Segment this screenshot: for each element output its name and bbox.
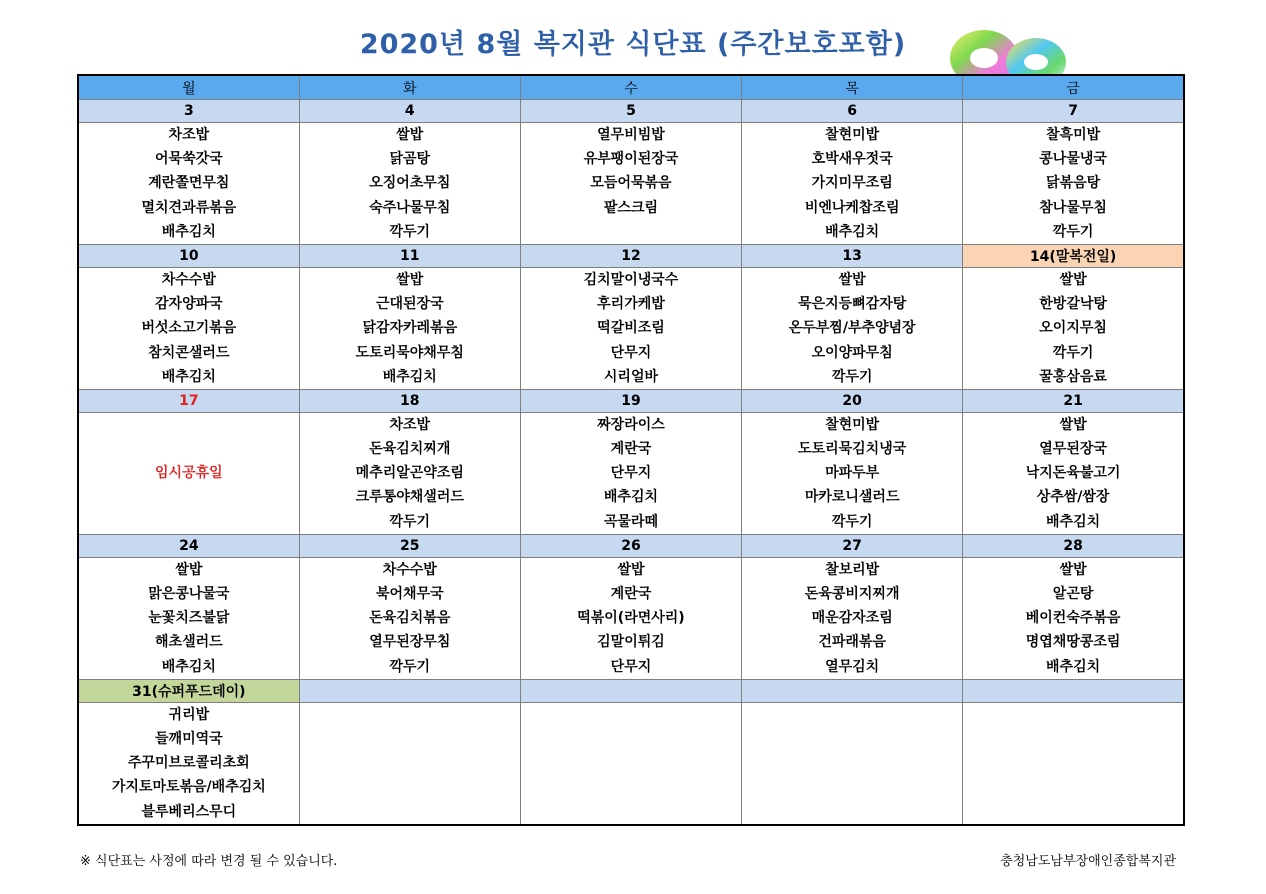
dish-item: 어묵쑥갓국 (155, 151, 223, 168)
dish-item: 깍두기 (389, 658, 431, 675)
menu-cell (78, 702, 299, 824)
dish-item: 닭감자카레볶음 (362, 320, 458, 337)
date-cell: 27 (742, 534, 963, 557)
date-cell: 24 (78, 534, 299, 557)
dish-item: 찰현미밥 (825, 127, 880, 143)
dish-item: 깍두기 (1052, 344, 1094, 361)
menu-cell (299, 702, 520, 824)
dish-item: 배추김치 (603, 489, 659, 506)
dish-item: 오이양파무침 (811, 344, 893, 361)
date-cell: 14(말복전일) (963, 244, 1184, 267)
dish-item: 찰흑미밥 (1046, 127, 1101, 143)
date-cell: 12 (520, 244, 741, 267)
dish-item: 오징어초무침 (369, 175, 451, 192)
dish-item: 모듬어묵볶음 (590, 175, 672, 192)
dish-item: 차수수밥 (382, 561, 437, 578)
date-cell: 18 (299, 389, 520, 412)
dish-item: 마파두부 (825, 465, 880, 482)
date-row (78, 100, 1184, 123)
dish-item: 멸치견과류볶음 (141, 199, 237, 216)
dish-item: 열무된장국 (1039, 441, 1107, 458)
dish-item: 찰현미밥 (825, 416, 880, 433)
dish-item: 비엔나케찹조림 (804, 199, 900, 216)
menu-cell (520, 702, 741, 824)
menu-cell (78, 267, 299, 389)
menu-cell (78, 557, 299, 679)
dish-item: 낙지돈육불고기 (1025, 465, 1121, 482)
dish-item: 팥스크림 (603, 199, 659, 216)
dish-item: 계란쫄면무침 (148, 175, 230, 192)
dish-item: 쌀밥 (617, 561, 645, 578)
date-cell: 10 (78, 244, 299, 267)
dish-item: 깍두기 (831, 513, 873, 530)
dish-item: 깍두기 (831, 368, 873, 385)
weekday-thu: 목 (742, 75, 963, 100)
dish-item: 쌀밥 (1059, 416, 1087, 433)
dish-item: 마카로니샐러드 (804, 489, 900, 506)
dish-item: 알곤탕 (1052, 586, 1094, 602)
dish-item: 배추김치 (161, 368, 216, 385)
dish-item: 묵은지등뼈감자탕 (798, 296, 907, 313)
dish-item: 명엽채땅콩조림 (1025, 634, 1121, 651)
menu-cell (963, 123, 1184, 245)
dish-item: 계란국 (610, 441, 652, 458)
dish-item: 블루베리스무디 (141, 803, 237, 820)
dish-item: 크루통야채샐러드 (355, 489, 464, 506)
dish-item: 배추김치 (161, 223, 216, 240)
dish-item: 깍두기 (389, 513, 431, 530)
dish-item: 열무김치 (825, 658, 880, 675)
date-cell: 17 (78, 389, 299, 412)
footer-organization: 충청남도남부장애인종합복지관 (1000, 854, 1176, 869)
dish-item: 가지미무조림 (811, 175, 893, 192)
date-cell (299, 679, 520, 702)
menu-cell (78, 123, 299, 245)
weekday-fri: 금 (963, 75, 1184, 100)
dish-item: 배추김치 (1046, 658, 1101, 675)
dish-item: 단무지 (610, 465, 652, 482)
dish-item: 맑은콩나물국 (148, 586, 230, 602)
dish-item: 김치말이냉국수 (583, 271, 679, 288)
menu-cell (520, 267, 741, 389)
dish-item: 돈육김치볶음 (369, 610, 451, 627)
dish-item: 베이컨숙주볶음 (1025, 610, 1121, 627)
menu-cell (963, 412, 1184, 534)
dish-item: 차수수밥 (161, 271, 216, 288)
dish-item: 꿀홍삼음료 (1039, 368, 1107, 385)
menu-cell (742, 267, 963, 389)
dish-item: 단무지 (610, 658, 652, 675)
date-cell (963, 679, 1184, 702)
page-title: 2020년 8월 복지관 식단표 (주간보호포함) (359, 29, 907, 60)
closed-day-label: 임시공휴일 (155, 465, 223, 482)
dish-item: 감자양파국 (155, 296, 223, 313)
date-cell: 26 (520, 534, 741, 557)
dish-item: 쌀밥 (1059, 561, 1087, 578)
dish-item: 배추김치 (382, 368, 437, 385)
weekday-tue: 화 (299, 75, 520, 100)
meal-calendar (77, 74, 1185, 826)
dish-item: 도토리묵김치냉국 (798, 441, 907, 458)
dish-item: 깍두기 (1052, 223, 1094, 240)
dish-item: 쌀밥 (396, 127, 424, 143)
date-cell: 28 (963, 534, 1184, 557)
dish-item: 오이지무침 (1039, 320, 1107, 337)
date-cell: 11 (299, 244, 520, 267)
dish-item: 배추김치 (1046, 513, 1101, 530)
menu-cell (299, 123, 520, 245)
menu-cell (742, 702, 963, 824)
dish-item: 콩나물냉국 (1039, 151, 1107, 168)
menu-row (78, 702, 1184, 824)
dish-item: 온두부찜/부추양념장 (788, 320, 916, 337)
menu-cell (963, 557, 1184, 679)
dish-item: 호박새우젓국 (811, 151, 893, 168)
dish-item: 숙주나물무침 (369, 199, 451, 216)
date-cell: 19 (520, 389, 741, 412)
menu-row (78, 267, 1184, 389)
date-row (78, 534, 1184, 557)
date-cell: 25 (299, 534, 520, 557)
dish-item: 짜장라이스 (597, 416, 665, 433)
menu-cell (742, 412, 963, 534)
dish-item: 상추쌈/쌈장 (1036, 489, 1110, 506)
dish-item: 쌀밥 (396, 271, 424, 288)
dish-item: 매운감자조림 (811, 610, 893, 627)
dish-item: 메추리알곤약조림 (355, 465, 464, 482)
dish-item: 닭곰탕 (389, 151, 431, 168)
dish-item: 주꾸미브로콜리초회 (127, 755, 250, 772)
dish-item: 귀리밥 (168, 706, 210, 723)
date-cell: 20 (742, 389, 963, 412)
weekday-header-row (78, 75, 1184, 100)
dish-item: 떡갈비조림 (597, 320, 665, 337)
menu-row (78, 557, 1184, 679)
dish-item: 참치콘샐러드 (148, 344, 230, 361)
dish-item: 버섯소고기볶음 (141, 320, 237, 337)
date-cell (742, 679, 963, 702)
dish-item: 차조밥 (389, 416, 431, 433)
date-cell: 5 (520, 100, 741, 123)
dish-item: 닭볶음탕 (1046, 175, 1101, 192)
menu-cell (78, 412, 299, 534)
dish-item: 시리얼바 (603, 368, 659, 385)
menu-cell (299, 267, 520, 389)
dish-item: 눈꽃치즈불닭 (148, 610, 230, 627)
weekday-mon: 월 (78, 75, 299, 100)
dish-item: 유부팽이된장국 (583, 151, 679, 168)
date-cell: 6 (742, 100, 963, 123)
dish-item: 후리가케밥 (597, 296, 665, 313)
dish-item: 배추김치 (161, 658, 216, 675)
dish-item: 해초샐러드 (155, 634, 223, 651)
dish-item: 찰보리밥 (825, 561, 880, 578)
menu-cell (963, 702, 1184, 824)
date-row (78, 389, 1184, 412)
menu-cell (299, 412, 520, 534)
date-cell: 21 (963, 389, 1184, 412)
menu-cell (520, 123, 741, 245)
dish-item: 한방갈낙탕 (1039, 296, 1107, 313)
dish-item: 들깨미역국 (155, 730, 223, 747)
date-row (78, 244, 1184, 267)
menu-row (78, 412, 1184, 534)
dish-item: 쌀밥 (175, 561, 203, 578)
dish-item: 건파래볶음 (818, 634, 886, 651)
menu-cell (520, 412, 741, 534)
dish-item: 열무된장무침 (369, 634, 451, 651)
menu-cell (963, 267, 1184, 389)
menu-row (78, 123, 1184, 245)
dish-item: 단무지 (610, 344, 652, 361)
date-cell: 3 (78, 100, 299, 123)
menu-cell (742, 123, 963, 245)
menu-cell (520, 557, 741, 679)
dish-item: 차조밥 (168, 127, 210, 143)
dish-item: 도토리묵야채무침 (355, 344, 464, 361)
dish-item: 계란국 (610, 586, 652, 602)
footer-note: ※ 식단표는 사정에 따라 변경 될 수 있습니다. (80, 854, 338, 869)
menu-cell (299, 557, 520, 679)
dish-item: 가지토마토볶음/배추김치 (111, 779, 266, 796)
dish-item: 돈육김치찌개 (369, 441, 451, 458)
menu-cell (742, 557, 963, 679)
dish-item: 열무비빔밥 (597, 127, 665, 143)
date-cell: 7 (963, 100, 1184, 123)
dish-item: 곡물라떼 (603, 513, 659, 530)
dish-item: 떡볶이(라면사리) (577, 610, 685, 627)
date-cell: 13 (742, 244, 963, 267)
dish-item: 배추김치 (825, 223, 880, 240)
dish-item: 참나물무침 (1039, 199, 1107, 216)
date-cell: 4 (299, 100, 520, 123)
dish-item: 북어채무국 (375, 586, 444, 602)
dish-item: 근대된장국 (375, 296, 444, 313)
dish-item: 돈육콩비지찌개 (804, 586, 900, 602)
dish-item: 쌀밥 (838, 271, 866, 288)
dish-item: 쌀밥 (1059, 271, 1087, 288)
date-cell: 31(슈퍼푸드데이) (78, 679, 299, 702)
dish-item: 깍두기 (389, 223, 431, 240)
date-row (78, 679, 1184, 702)
weekday-wed: 수 (520, 75, 741, 100)
dish-item: 김말이튀김 (597, 634, 665, 651)
date-cell (520, 679, 741, 702)
